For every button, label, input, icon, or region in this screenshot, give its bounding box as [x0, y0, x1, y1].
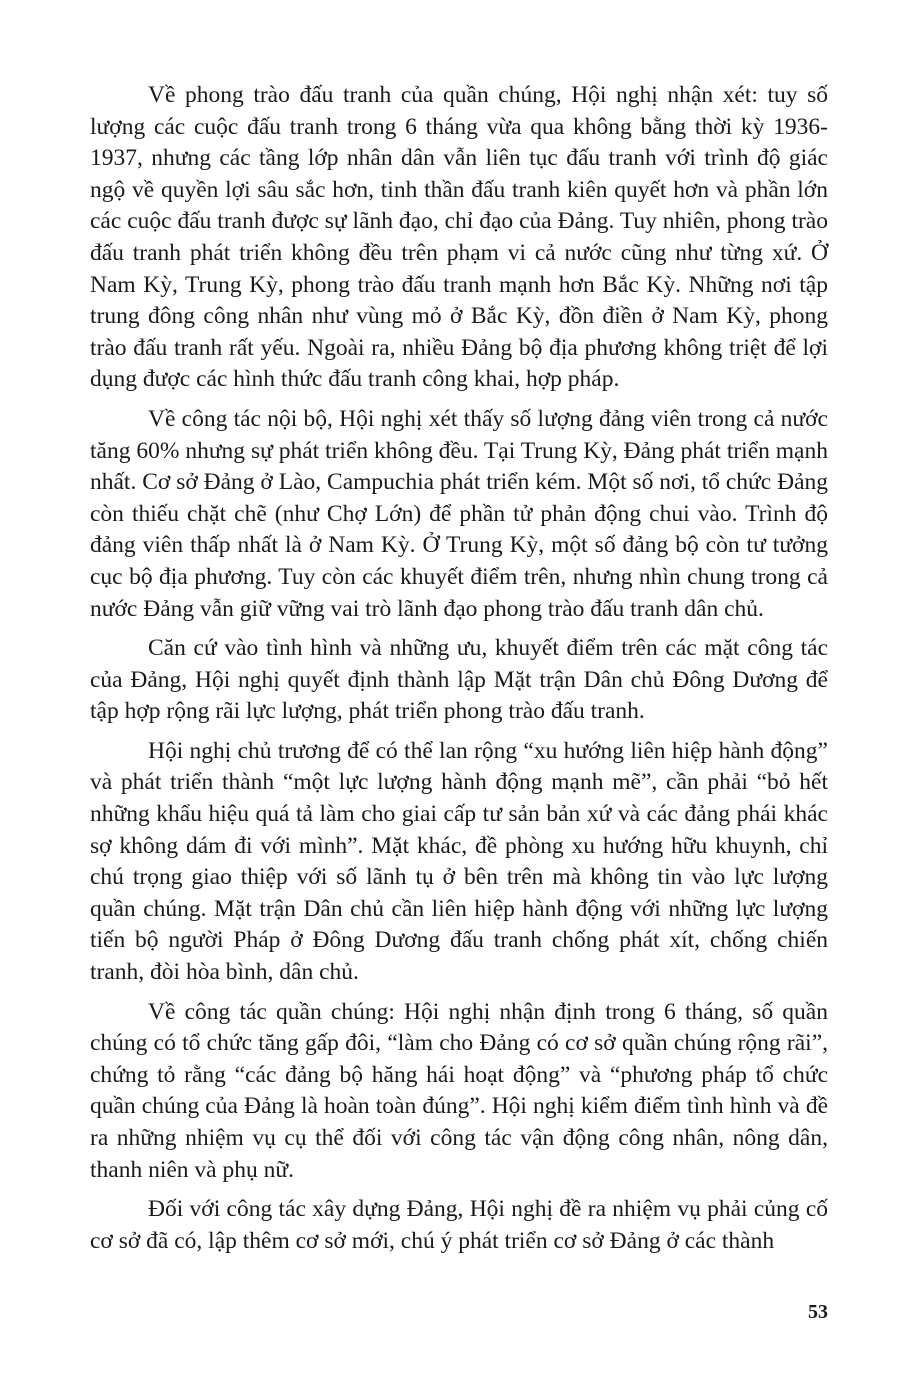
paragraph-party-building: Đối với công tác xây dựng Đảng, Hội nghị đề ra nhiệm vụ phải củng cố cơ sở đã có, lập thêm cơ sở mới, chú ý phát triển cơ sở Đảng ở các thành — [90, 1196, 828, 1254]
paragraph-mass-work: Về công tác quần chúng: Hội nghị nhận định trong 6 tháng, số quần chúng có tổ chức tăng gấp đôi, “làm cho Đảng có cơ sở quần chúng rộng rãi”, chứng tỏ rằng “các đảng bộ hăng hái hoạt động” và “phương pháp tổ chức quần chúng của Đảng là hoàn toàn đúng”. Hội nghị kiểm điểm tình hình và đề ra những nhiệm vụ cụ thể đối với công tác vận động công nhân, nông dân, thanh niên và phụ nữ. — [90, 998, 828, 1183]
page-number: 53 — [808, 1301, 828, 1323]
paragraph-united-action: Hội nghị chủ trương để có thể lan rộng “xu hướng liên hiệp hành động” và phát triển thành “một lực lượng hành động mạnh mẽ”, cần phải “bỏ hết những khẩu hiệu quá tả làm cho giai cấp tư sản bản xứ và các đảng phái khác sợ không dám đi với mình”. Mặt khác, đề phòng xu hướng hữu khuynh, chỉ chú trọng giao thiệp với số lãnh tụ ở bên trên mà không tin vào lực lượng quần chúng. Mặt trận Dân chủ cần liên hiệp hành động với những lực lượng tiến bộ người Pháp ở Đông Dương đấu tranh chống phát xít, chống chiến tranh, đòi hòa bình, dân chủ. — [90, 737, 828, 986]
paragraph-mass-struggle: Về phong trào đấu tranh của quần chúng, Hội nghị nhận xét: tuy số lượng các cuộc đấu tranh trong 6 tháng vừa qua không bằng thời kỳ 1936-1937, nhưng các tầng lớp nhân dân vẫn liên tục đấu tranh với trình độ giác ngộ về quyền lợi sâu sắc hơn, tinh thần đấu tranh kiên quyết hơn và phần lớn các cuộc đấu tranh được sự lãnh đạo, chỉ đạo của Đảng. Tuy nhiên, phong trào đấu tranh phát triển không đều trên phạm vi cả nước cũng như từng xứ. Ở Nam Kỳ, Trung Kỳ, phong trào đấu tranh mạnh hơn Bắc Kỳ. Những nơi tập trung đông công nhân như vùng mỏ ở Bắc Kỳ, đồn điền ở Nam Kỳ, phong trào đấu tranh rất yếu. Ngoài ra, nhiều Đảng bộ địa phương không triệt để lợi dụng được các hình thức đấu tranh công khai, hợp pháp. — [90, 82, 828, 393]
paragraph-internal-work: Về công tác nội bộ, Hội nghị xét thấy số lượng đảng viên trong cả nước tăng 60% nhưng sự phát triển không đều. Tại Trung Kỳ, Đảng phát triển mạnh nhất. Cơ sở Đảng ở Lào, Campuchia phát triển kém. Một số nơi, tổ chức Đảng còn thiếu chặt chẽ (như Chợ Lớn) để phần tử phản động chui vào. Trình độ đảng viên thấp nhất là ở Nam Kỳ. Ở Trung Kỳ, một số đảng bộ còn tư tưởng cục bộ địa phương. Tuy còn các khuyết điểm trên, nhưng nhìn chung trong cả nước Đảng vẫn giữ vững vai trò lãnh đạo phong trào đấu tranh dân chủ. — [90, 405, 828, 622]
paragraph-democratic-front: Căn cứ vào tình hình và những ưu, khuyết điểm trên các mặt công tác của Đảng, Hội nghị quyết định thành lập Mặt trận Dân chủ Đông Dương để tập hợp rộng rãi lực lượng, phát triển phong trào đấu tranh. — [90, 635, 828, 725]
document-body — [90, 80, 828, 1265]
